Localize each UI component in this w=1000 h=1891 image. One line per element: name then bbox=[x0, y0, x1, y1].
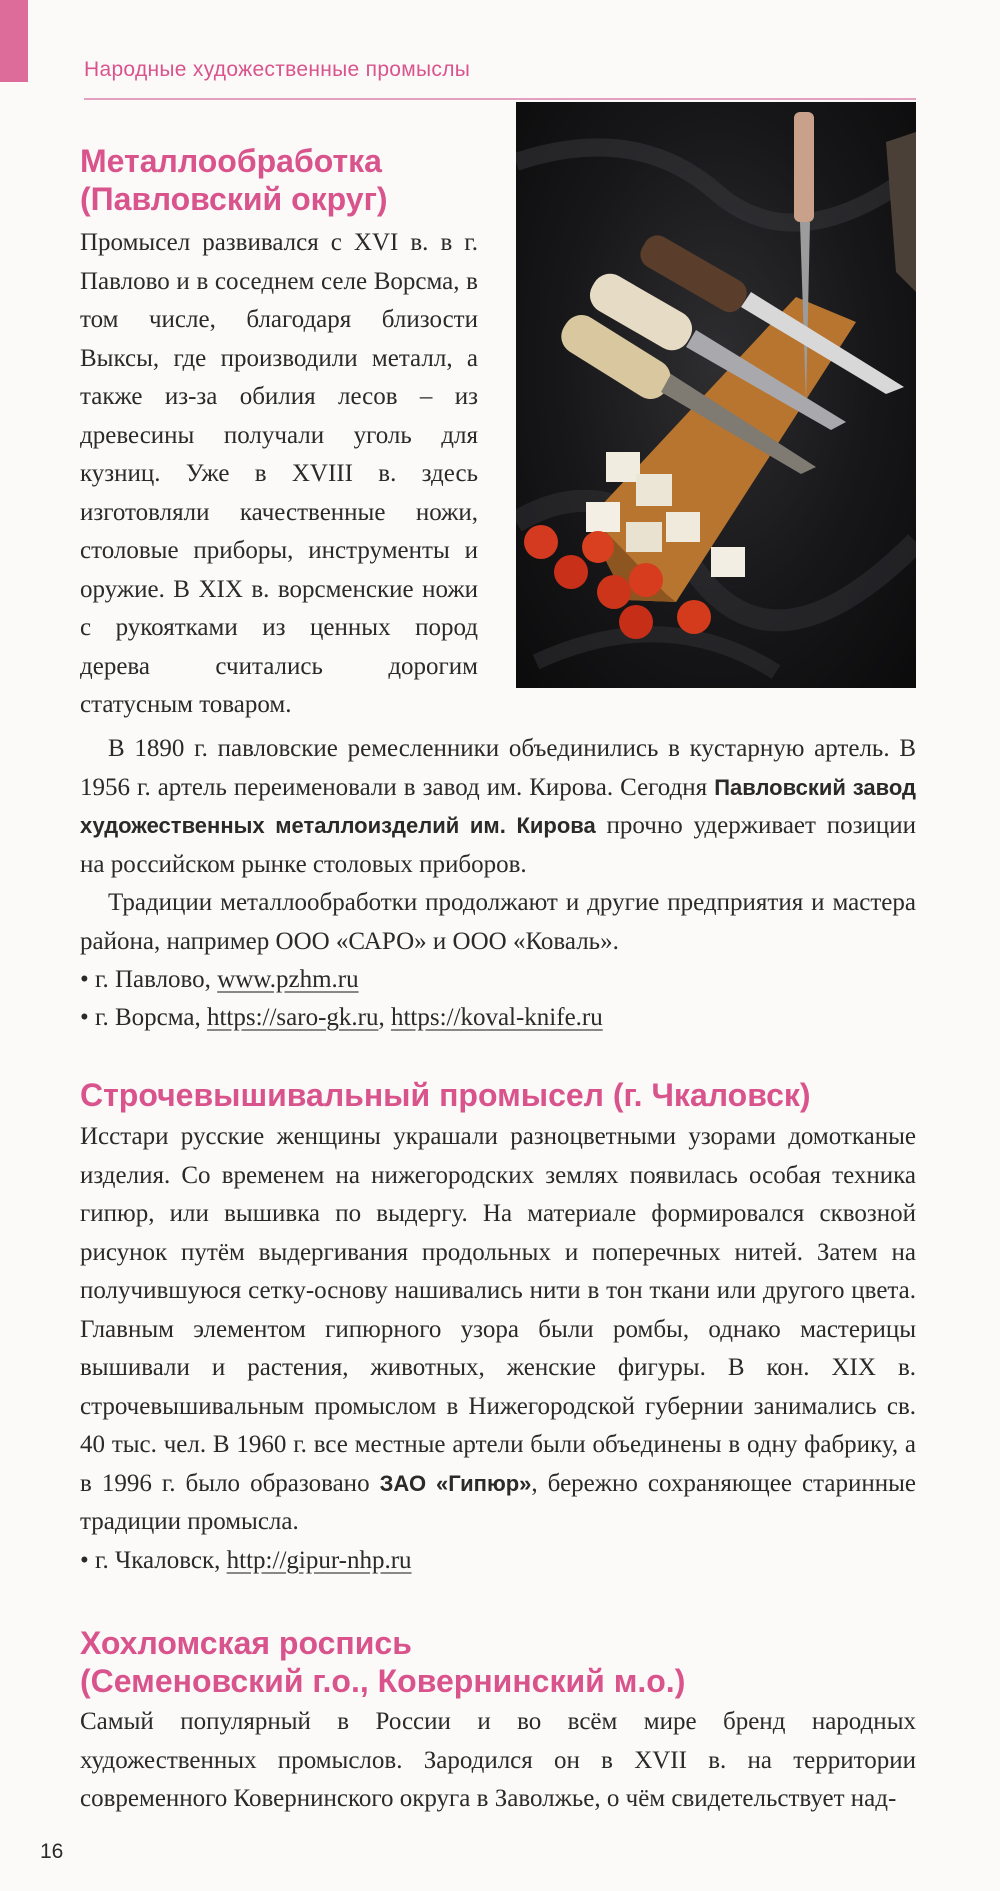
metalwork-paragraph-3: Традиции металлообработки продолжают и другие предприятия и мастера района, например ООО «САРО» и ООО «Коваль». bbox=[80, 889, 916, 955]
knives-photo bbox=[516, 102, 916, 688]
pavlovsky-factory-name: Павловский завод художественных металлоизделий им. Кирова bbox=[80, 774, 916, 838]
bullet-pavlovo: • г. Павлово, www.pzhm.ru bbox=[80, 966, 359, 993]
section-title-khokhloma-line1: Хохломская роспись bbox=[80, 1625, 412, 1661]
bullet-vorsma: • г. Ворсма, https://saro-gk.ru, https://koval-knife.ru bbox=[80, 1004, 603, 1031]
page-number: 16 bbox=[40, 1840, 64, 1863]
khokhloma-paragraph: Самый популярный в России и во всём мире бренд народных художественных промыслов. Зародился он в XVII в. на территории современного Ковернинского округа в Заволжье, о чём свидетельствует над- bbox=[80, 1708, 916, 1812]
running-header: Народные художественные промыслы bbox=[84, 58, 471, 81]
header-rule bbox=[84, 98, 916, 100]
section-color-tab bbox=[0, 0, 28, 82]
embroidery-paragraph: Исстари русские женщины украшали разноцветными узорами домотканые изделия. Со временем на нижегородских землях появилась особая техника гипюр, или вышивка по выдергу. На материале формировался сквозной рисунок путём выдергивания продольных и поперечных нитей. Затем на получившуюся сетку-основу нашивались нити в тон ткани или другого цвета. Главным элементом гипюрного узора были ромбы, однако мастерицы вышивали и растения, животных, женские фигуры. В кон. XIX в. строчевышивальным промыслом в Нижегородской губернии занимались св. 40 тыс. чел. В 1960 г. все местные артели были объединены в одну фабрику, а в 1996 г. было образовано ЗАО «Гипюр», бережно сохраняющее старинные традиции промысла. bbox=[80, 1123, 916, 1535]
metalwork-paragraph-1: Промысел развивался с XVI в. в г. Павлово и в соседнем селе Ворсма, в том числе, благодаря близости Выксы, где производили металл, а также из-за обилия лесов – из древесины получали уголь для кузниц. Уже в XVIII в. здесь изготовляли качественные ножи, столовые приборы, инструменты и оружие. В XIX в. ворсменские ножи с рукоятками из ценных пород дерева считались дорогим статусным товаром. bbox=[80, 229, 478, 718]
section-title-embroidery: Строчевышивальный промысел (г. Чкаловск) bbox=[80, 1077, 811, 1113]
gipur-company-name: ЗАО «Гипюр» bbox=[379, 1470, 532, 1496]
section-title-khokhloma-line2: (Семеновский г.о., Ковернинский м.о.) bbox=[80, 1663, 686, 1699]
link-saro[interactable]: https://saro-gk.ru bbox=[206, 1004, 379, 1031]
metalwork-paragraph-2: В 1890 г. павловские ремесленники объединились в кустарную артель. В 1956 г. артель переименовали в завод им. Кирова. Сегодня Павловский завод художественных металлоизделий им. Кирова прочно удерживает позиции на российском рынке столовых приборов. bbox=[80, 735, 916, 878]
knives-on-board-illustration bbox=[516, 102, 916, 688]
section-title-metalwork-line1: Металлообработка bbox=[80, 143, 382, 179]
link-koval[interactable]: https://koval-knife.ru bbox=[390, 1004, 603, 1031]
bullet-chkalovsk: • г. Чкаловск, http://gipur-nhp.ru bbox=[80, 1547, 412, 1574]
link-pzhm[interactable]: www.pzhm.ru bbox=[217, 966, 359, 993]
link-gipur[interactable]: http://gipur-nhp.ru bbox=[226, 1547, 412, 1574]
section-title-metalwork-line2: (Павловский округ) bbox=[80, 181, 388, 217]
